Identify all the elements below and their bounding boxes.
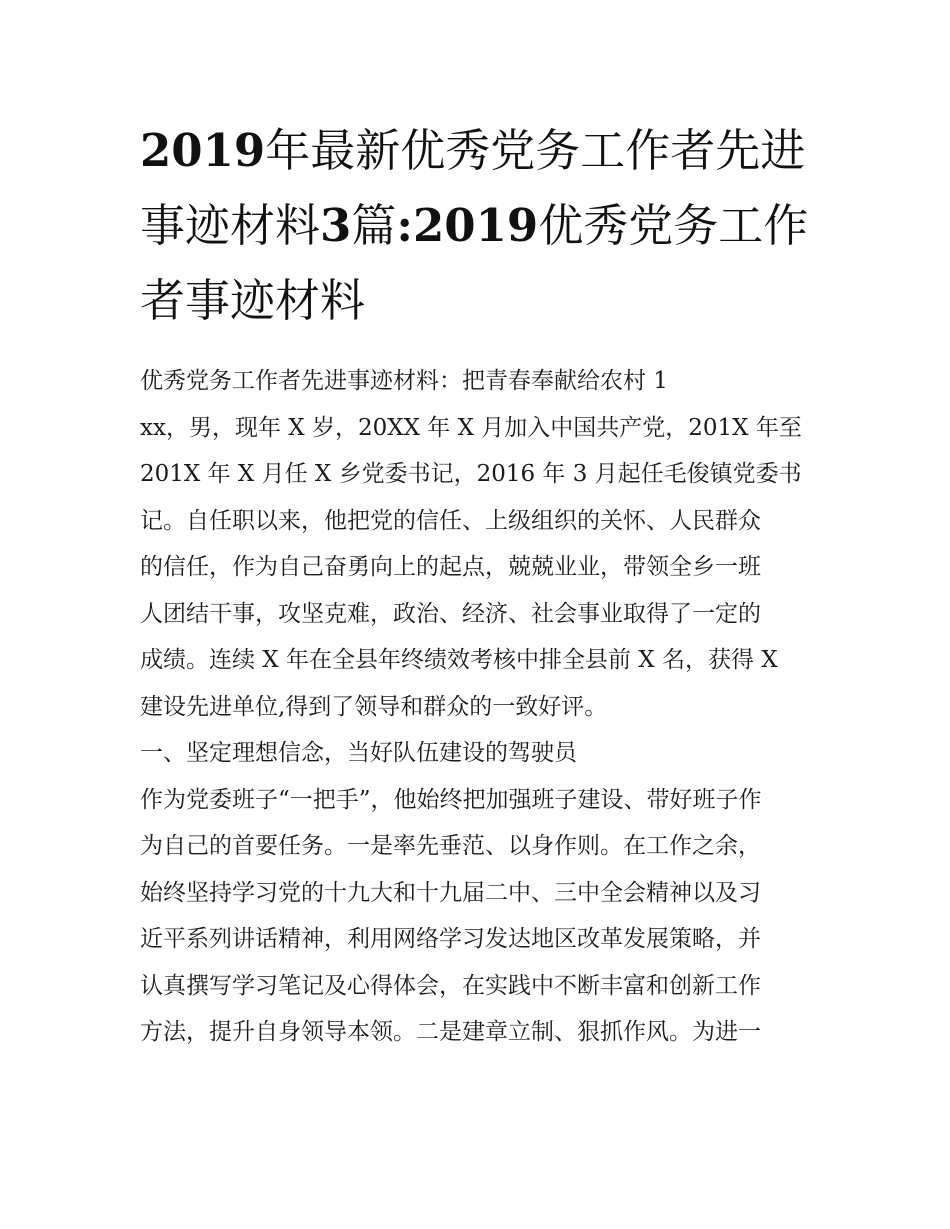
- body-line: 人团结干事，攻坚克难，政治、经济、社会事业取得了一定的: [140, 600, 761, 627]
- title-text-2: 篇: [351, 199, 397, 252]
- title-text-3: 优秀党务工作者事迹材料: [140, 199, 809, 327]
- body-line: 201X 年 X 月任 X 乡党委书记，2016 年 3 月起任毛俊镇党委书: [140, 461, 802, 487]
- title-year-2: :2019: [396, 199, 539, 252]
- body-line: 认真撰写学习笔记及心得体会，在实践中不断丰富和创新工作: [140, 972, 761, 999]
- document-title: [140, 113, 820, 338]
- document-body: [140, 358, 820, 1056]
- body-line: 作为党委班子“一把手”，他始终把加强班子建设、带好班子作: [140, 786, 762, 813]
- section-heading: 一、坚定理想信念，当好队伍建设的驾驶员: [140, 740, 577, 766]
- body-line: 始终坚持学习党的十九大和十九届二中、三中全会精神以及习: [140, 879, 761, 906]
- body-line: 优秀党务工作者先进事迹材料：把青春奉献给农村 1: [140, 368, 668, 394]
- body-line: 成绩。连续 X 年在全县年终绩效考核中排全县前 X 名，获得 X: [140, 647, 778, 673]
- title-year: 2019: [140, 124, 266, 177]
- body-line: 为自己的首要任务。一是率先垂范、以身作则。在工作之余，: [140, 833, 761, 859]
- title-text-1: 年最新优秀党务工作者先进事迹材料: [140, 124, 806, 252]
- body-line: 的信任，作为自己奋勇向上的起点，兢兢业业，带领全乡一班: [140, 554, 761, 580]
- body-line: 方法，提升自身领导本领。二是建章立制、狠抓作风。为进一: [140, 1019, 761, 1045]
- title-count: 3: [320, 199, 352, 252]
- body-line: 建设先进单位,得到了领导和群众的一致好评。: [140, 693, 608, 720]
- body-line: 记。自任职以来，他把党的信任、上级组织的关怀、人民群众: [140, 507, 761, 534]
- body-line: 近平系列讲话精神，利用网络学习发达地区改革发展策略，并: [140, 926, 761, 952]
- body-line: xx，男，现年 X 岁，20XX 年 X 月加入中国共产党，201X 年至: [140, 414, 802, 441]
